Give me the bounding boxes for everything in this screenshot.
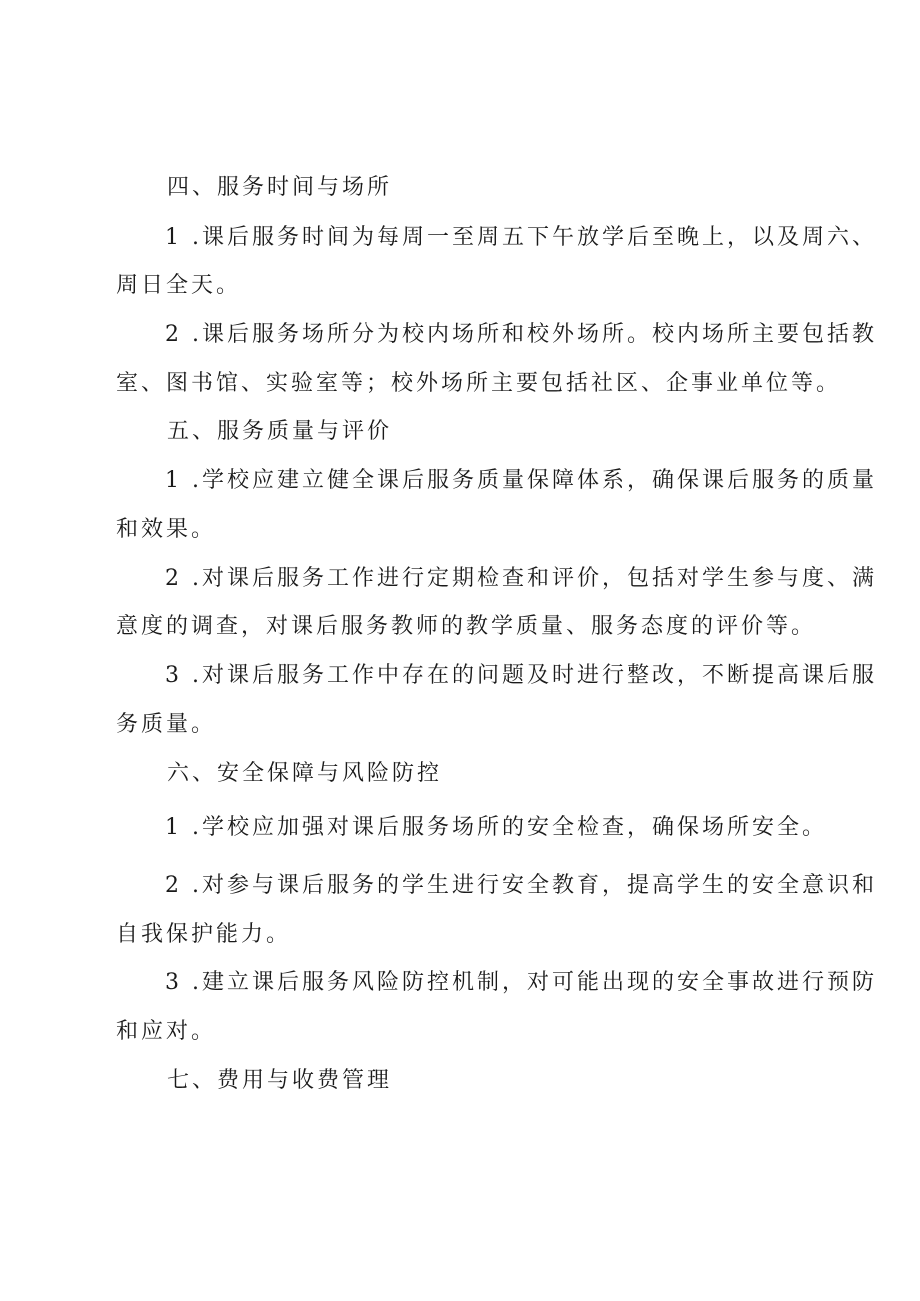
paragraph-continuation-line: 和效果。 (116, 517, 217, 542)
paragraph-first-line: 2 .对参与课后服务的学生进行安全教育，提高学生的安全意识和 (165, 873, 877, 898)
paragraph-first-line: 2 .对课后服务工作进行定期检查和评价，包括对学生参与度、满 (165, 566, 877, 591)
paragraph-first-line: 3 .建立课后服务风险防控机制，对可能出现的安全事故进行预防 (165, 970, 877, 995)
paragraph-continuation-line: 务质量。 (116, 712, 217, 737)
section-heading: 七、费用与收费管理 (167, 1068, 393, 1093)
paragraph-continuation-line: 室、图书馆、实验室等；校外场所主要包括社区、企事业单位等。 (116, 371, 842, 396)
paragraph-first-line: 1 .学校应加强对课后服务场所的安全检查，确保场所安全。 (165, 815, 827, 840)
paragraph-continuation-line: 周日全天。 (116, 273, 242, 298)
section-heading: 四、服务时间与场所 (167, 175, 393, 200)
paragraph-first-line: 1 .课后服务时间为每周一至周五下午放学后至晚上，以及周六、 (165, 225, 877, 250)
paragraph-first-line: 3 .对课后服务工作中存在的问题及时进行整改，不断提高课后服 (165, 663, 877, 688)
section-heading: 六、安全保障与风险防控 (167, 761, 443, 786)
paragraph-first-line: 1 .学校应建立健全课后服务质量保障体系，确保课后服务的质量 (165, 468, 877, 493)
paragraph-continuation-line: 自我保护能力。 (116, 922, 292, 947)
section-heading: 五、服务质量与评价 (167, 419, 393, 444)
paragraph-first-line: 2 .课后服务场所分为校内场所和校外场所。校内场所主要包括教 (165, 322, 877, 347)
paragraph-continuation-line: 意度的调查，对课后服务教师的教学质量、服务态度的评价等。 (116, 614, 817, 639)
paragraph-continuation-line: 和应对。 (116, 1019, 217, 1044)
